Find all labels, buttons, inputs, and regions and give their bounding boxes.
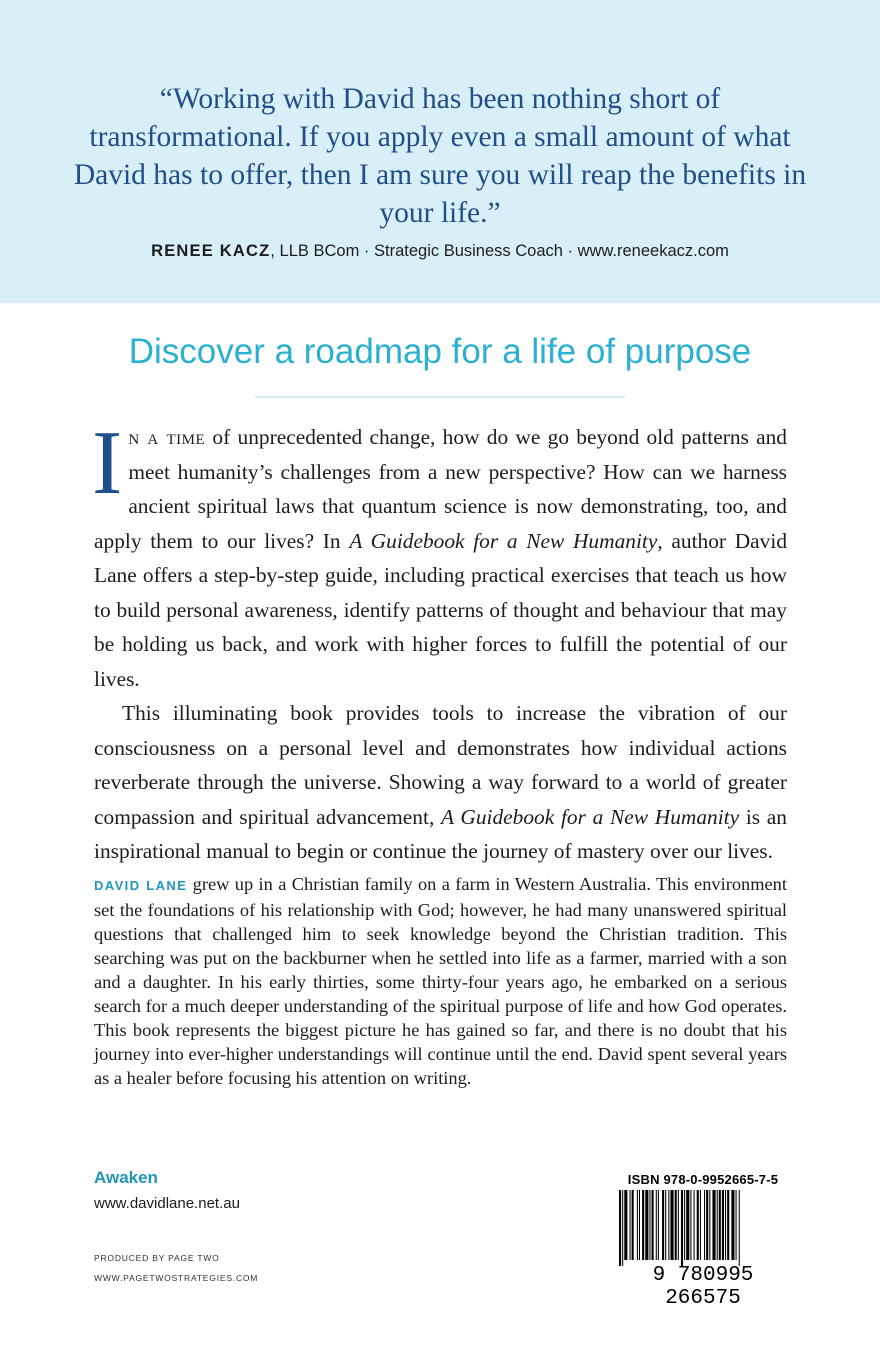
barcode-bar <box>675 1190 677 1260</box>
isbn-barcode-block <box>614 1168 792 1310</box>
barcode-bar <box>649 1190 650 1260</box>
description-text: , author David Lane offers a step-by-step guide, including practical exercises that teach us how to build personal awareness, identify patterns of thought and behaviour that may be holding us back, and work with higher forces to fulfill the potential of our lives. <box>94 528 788 691</box>
testimonial-name: RENEE KACZ <box>151 242 271 260</box>
description-text: This illuminating book provides tools to increase the vibration of our consciousness on a personal level and demonstrates how individual actions reverberate through the universe. Showing a way forward to a world of greater compassion and spiritual advancement, <box>94 701 787 829</box>
barcode-bar <box>697 1190 699 1260</box>
barcode-bar <box>706 1190 708 1260</box>
barcode-bar <box>684 1190 685 1260</box>
barcode-bar <box>642 1190 644 1260</box>
barcode-bar <box>639 1190 640 1260</box>
barcode-bar <box>624 1190 627 1260</box>
lead-in-caps: n a time <box>128 425 206 449</box>
barcode-icon <box>618 1190 788 1266</box>
barcode-bar <box>704 1190 705 1260</box>
isbn-label: ISBN 978-0-9952665-7-5 <box>627 1172 779 1187</box>
drop-cap: I <box>92 412 123 513</box>
barcode-bar <box>637 1190 638 1260</box>
barcode-bar <box>656 1190 657 1260</box>
barcode-bar <box>681 1190 683 1266</box>
barcode-bar <box>712 1190 715 1260</box>
barcode-bar <box>694 1190 695 1260</box>
author-website: www.davidlane.net.au <box>94 1195 240 1212</box>
producer-website: WWW.PAGETWOSTRATEGIES.COM <box>94 1273 259 1283</box>
barcode-bar <box>622 1190 623 1266</box>
book-description <box>92 412 788 869</box>
barcode-bar <box>736 1190 737 1260</box>
barcode-bar <box>700 1190 701 1260</box>
book-title: A Guidebook for a New Humanity <box>441 804 740 829</box>
description-paragraph-1 <box>92 412 788 696</box>
barcode-bar <box>652 1190 654 1260</box>
testimonial-attribution <box>60 240 820 262</box>
description-text: is an inspirational manual to begin or continue the journey of mastery over our lives. <box>94 804 787 863</box>
barcode-bar <box>630 1190 631 1260</box>
barcode-bar <box>662 1190 664 1260</box>
description-text: of unprecedented change, how do we go beyond old patterns and meet humanity’s challenges from a new perspective? How can we harness ancient spiritual laws that quantum science is now demonstrating, too, and apply them to our lives? In <box>94 425 787 553</box>
barcode-bar <box>619 1190 621 1266</box>
description-paragraph-2 <box>94 696 787 869</box>
barcode-bar <box>665 1190 666 1260</box>
barcode-bar <box>719 1190 721 1260</box>
isbn-digits: 9 780995 266575 <box>652 1264 754 1310</box>
testimonial-credentials: , LLB BCom · Strategic Business Coach · www.reneekacz.com <box>270 242 729 260</box>
page-headline: Discover a roadmap for a life of purpose <box>128 332 752 371</box>
book-title: A Guidebook for a New Humanity <box>349 528 658 553</box>
barcode-bar <box>670 1190 673 1260</box>
barcode-bar <box>678 1190 679 1260</box>
author-bio <box>94 872 787 1090</box>
producer-credit: PRODUCED BY PAGE TWO <box>94 1253 220 1263</box>
barcode-bar <box>690 1190 691 1260</box>
barcode-bar <box>731 1190 734 1260</box>
testimonial-quote: “Working with David has been nothing short of transformational. If you apply even a small amount of what David has to offer, then I am sure you will reap the benefits in your life.” <box>73 83 807 229</box>
barcode-bar <box>632 1190 634 1260</box>
barcode-bar <box>722 1190 724 1260</box>
author-name: DAVID LANE <box>94 878 188 893</box>
barcode-bar <box>686 1190 689 1260</box>
barcode-bar <box>717 1190 718 1260</box>
bio-text: grew up in a Christian family on a farm in Western Australia. This environment set the foundations of his relationship with God; however, he had many unanswered spiritual questions that challenged him to seek knowledge beyond the Christian tradition. This searching was put on the backburner when he settled into life as a farmer, married with a son and a daughter. In his early thirties, some thirty-four years ago, he embarked on a serious search for a much deeper understanding of the spiritual purpose of life and how God operates. This book represents the biggest picture he has gained so far, and there is no doubt that his journey into ever-higher understandings will continue until the end. David spent several years as a healer before focusing his attention on writing. <box>94 874 787 1088</box>
barcode-bar <box>739 1190 740 1266</box>
headline-divider <box>255 396 625 398</box>
barcode-bar <box>725 1190 726 1260</box>
barcode-bar <box>645 1190 648 1260</box>
imprint-label: Awaken <box>94 1168 158 1187</box>
barcode-bar <box>658 1190 659 1260</box>
barcode-bar <box>727 1190 729 1260</box>
barcode-bar <box>668 1190 669 1260</box>
barcode-bar <box>709 1190 710 1260</box>
